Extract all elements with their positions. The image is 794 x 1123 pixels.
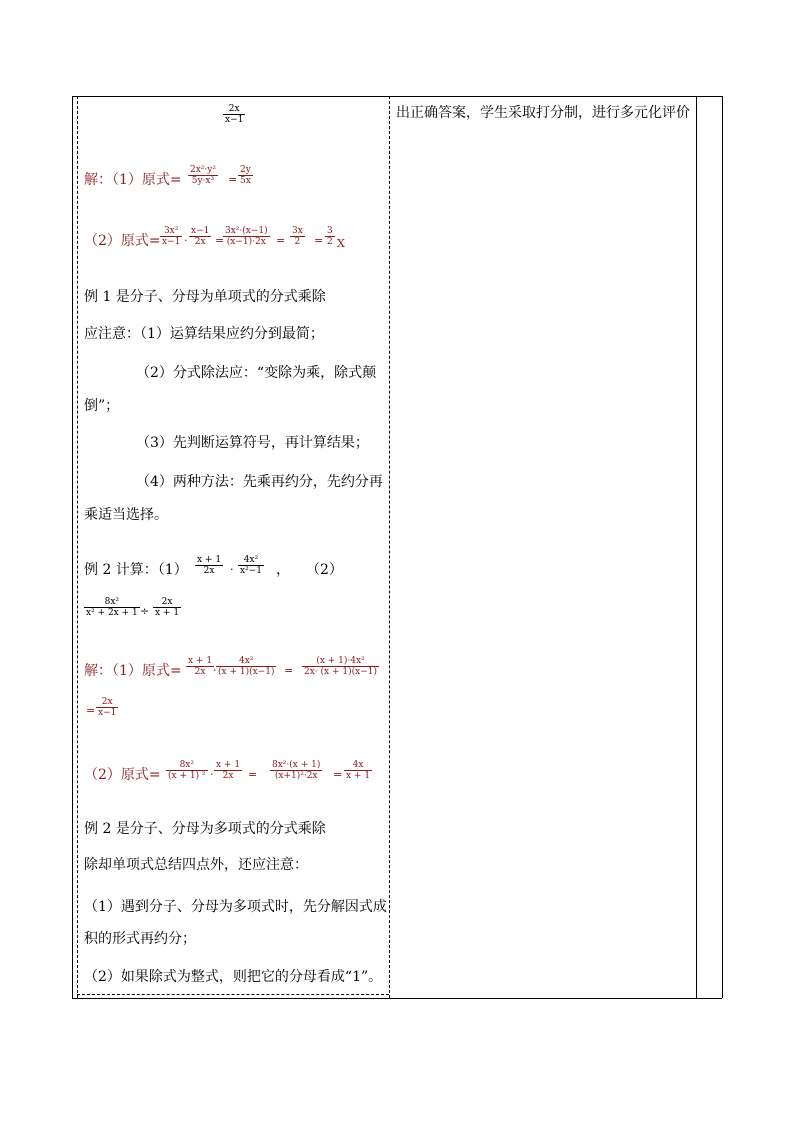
sol3-label: 解：（1）原式= <box>84 663 182 679</box>
sol3-fraction-2: $\frac{\text{4x²}}{(x + 1)(x-1)}$ <box>218 656 275 677</box>
besides-line: 除却单项式总结四点外，还应注意： <box>84 857 308 873</box>
left-cell-inner-border <box>77 96 78 998</box>
sol2-label: （2）原式= <box>84 233 161 249</box>
note2-line: （2）如果除式为整式，则把它的分母看成“1”。 <box>84 969 383 985</box>
example2-label: 例 2 计算：（1） <box>84 562 188 578</box>
table-bottom-border <box>72 998 722 999</box>
sol3-fraction-3: $\frac{\text{(x + 1)·4x²}}{2x\cdot (x + 1)(x-1)}$ <box>304 656 377 677</box>
sol3-equals-1: = <box>284 664 294 677</box>
example1-note: 例 1 是分子、分母为单项式的分式乘除 <box>84 289 326 305</box>
sol2-equals-3: = <box>314 234 324 247</box>
right-column-text: 出正确答案，学生采取打分制，进行多元化评价 <box>396 105 690 121</box>
note1-line-b: 积的形式再约分； <box>84 931 196 947</box>
table-right-border <box>722 96 723 998</box>
rule4-line-b: 乘适当选择。 <box>84 507 168 523</box>
note1-line-a: （1）遇到分子、分母为多项式时，先分解因式成 <box>84 899 387 915</box>
example2-separator: ， <box>276 562 290 578</box>
sol4-dot: · <box>210 768 214 781</box>
sol4-label: （2）原式= <box>84 767 161 783</box>
example2-note: 例 2 是分子、分母为多项式的分式乘除 <box>84 821 326 837</box>
table-top-border <box>72 96 722 97</box>
example2-fraction-3: $\frac{\text{8x²}}{\text{x² + 2x + 1}}$ <box>86 597 138 618</box>
example2-dot: · <box>230 563 234 576</box>
example2-fraction-2: $\frac{\text{4x²}}{\text{x²−1}}$ <box>240 555 262 576</box>
top-fraction: $\frac{2x}{x-1}$ <box>225 104 244 125</box>
example2-label-2: （2） <box>306 562 343 578</box>
rule4-line-a: （4）两种方法：先乘再约分，先约分再 <box>136 474 383 490</box>
sol2-fraction-1: $\frac{\text{3x²}}{x-1}$ <box>162 226 181 247</box>
sol4-fraction-4: $\frac{4x}{x + 1}$ <box>346 760 371 781</box>
example2-fraction-1: $\frac{x + 1}{2x}$ <box>197 555 222 576</box>
sol2-fraction-2: $\frac{x-1}{2x}$ <box>191 226 210 247</box>
sol2-equals-1: = <box>215 234 225 247</box>
sol1-equals: = <box>228 173 238 186</box>
attention-line: 应注意：（1）运算结果应约分到最简； <box>84 326 324 342</box>
rule2-line-b: 倒”； <box>84 398 120 414</box>
right-cell-divider <box>696 96 697 998</box>
sol2-fraction-5: $\frac{3}{2}$ <box>327 226 333 247</box>
sol2-tail-x: X <box>337 237 345 250</box>
left-cell-bottom-dash <box>77 994 389 995</box>
sol4-equals-1: = <box>248 768 258 781</box>
sol4-fraction-1: $\frac{\text{8x²}}{\text{(x + 1) ²}}$ <box>168 760 206 781</box>
sol2-equals-2: = <box>276 234 286 247</box>
sol1-label: 解：（1）原式= <box>84 172 182 188</box>
table-left-border <box>72 96 73 998</box>
example2-divide: ÷ <box>140 605 150 618</box>
sol3-fraction-1: $\frac{x + 1}{2x}$ <box>188 656 213 677</box>
sol2-fraction-4: $\frac{3x}{2}$ <box>292 226 303 247</box>
sol3-equals-2: = <box>86 704 96 717</box>
rule3-line: （3）先判断运算符号，再计算结果； <box>136 435 369 451</box>
sol1-fraction-1: $\frac{\text{2x²·y²}}{\text{5y·x³}}$ <box>190 165 216 186</box>
rule2-line-a: （2）分式除法应：“变除为乘，除式颠 <box>136 365 377 381</box>
sol4-equals-2: = <box>333 768 343 781</box>
sol3-fraction-4: $\frac{2x}{x-1}$ <box>98 697 117 718</box>
sol3-dot: · <box>213 664 217 677</box>
sol2-fraction-3: $\frac{\text{3x²·(x−1)}}{(x-1)\cdot 2x}$ <box>225 226 268 247</box>
sol4-fraction-3: $\frac{\text{8x²·(x + 1)}}{\text{(x+1)²·2x}}$ <box>272 760 321 781</box>
example2-fraction-4: $\frac{2x}{x + 1}$ <box>155 597 180 618</box>
sol1-fraction-2: $\frac{2y}{5x}$ <box>240 165 251 186</box>
sol2-dot: · <box>184 234 188 247</box>
middle-divider <box>389 96 390 998</box>
sol4-fraction-2: $\frac{x + 1}{2x}$ <box>216 760 241 781</box>
